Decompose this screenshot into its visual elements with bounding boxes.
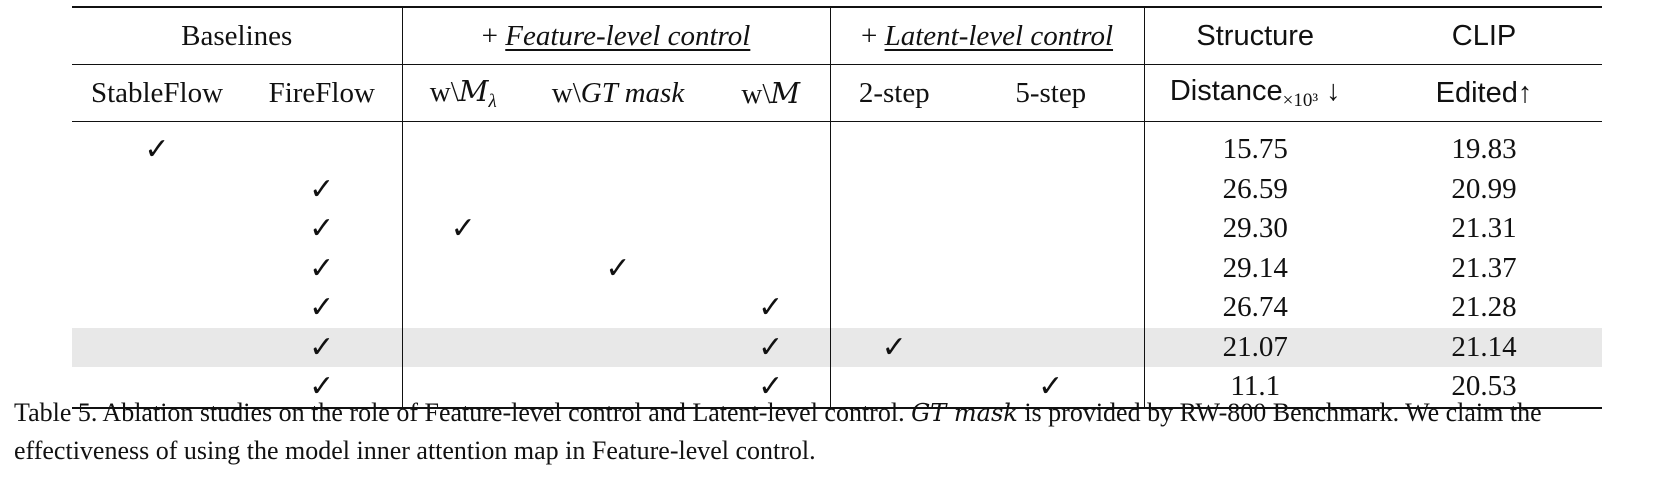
- cell-w-gt: [524, 170, 712, 210]
- cell-stableflow: [72, 288, 242, 328]
- cell-w-m: [712, 170, 830, 210]
- cell-two-step: [830, 209, 958, 249]
- ablation-table: [72, 6, 1602, 409]
- cell-w-gt: [524, 328, 712, 368]
- cell-five-step: [958, 288, 1144, 328]
- col-fireflow: FireFlow: [242, 65, 402, 122]
- col-w-gt-mask: w\GT mask: [524, 65, 712, 122]
- cell-w-gt: [524, 288, 712, 328]
- table-row: [72, 249, 1602, 289]
- cell-five-step: [958, 209, 1144, 249]
- header-feature-level-control: + Feature-level control: [402, 7, 830, 65]
- cell-distance: 21.07: [1144, 328, 1366, 368]
- table-row: [72, 130, 1602, 170]
- col-clip-edited: Edited↑: [1366, 65, 1602, 122]
- cell-w-gt: [524, 209, 712, 249]
- cell-stableflow: [72, 170, 242, 210]
- cell-w-m-lambda: [402, 249, 524, 289]
- cell-fireflow: ✓: [309, 211, 335, 247]
- cell-clip: 21.28: [1451, 291, 1517, 324]
- cell-fireflow: ✓: [242, 328, 402, 368]
- cell-w-gt: [524, 130, 712, 170]
- cell-five-step: ✓: [958, 367, 1144, 408]
- header-clip: CLIP: [1366, 7, 1602, 65]
- sub-header-row: [72, 65, 1602, 122]
- cell-clip: 21.31: [1451, 212, 1517, 245]
- table-caption: Table 5. Ablation studies on the role of Feature-level control and Latent-level control. GT mask is provided by RW-800 Benchmark. We claim the effectiveness of using the model inner attention map in Feature-level control.: [14, 398, 1542, 465]
- cell-w-m: [712, 209, 830, 249]
- cell-fireflow: ✓: [309, 171, 335, 207]
- cell-clip: 19.83: [1451, 133, 1517, 166]
- cell-clip: 20.99: [1451, 172, 1517, 205]
- cell-w-m-lambda: [402, 170, 524, 210]
- cell-clip: 21.37: [1451, 251, 1517, 284]
- cell-stableflow: [72, 328, 242, 368]
- cell-w-m: ✓: [712, 367, 830, 408]
- cell-distance: 11.1: [1144, 367, 1366, 408]
- spacer-row: [72, 122, 1602, 131]
- cell-fireflow: [242, 130, 402, 170]
- cell-distance: 29.14: [1144, 249, 1366, 289]
- cell-w-m-lambda: [402, 328, 524, 368]
- cell-fireflow: ✓: [309, 290, 335, 326]
- col-stableflow: StableFlow: [72, 65, 242, 122]
- table-body: [72, 130, 1602, 408]
- cell-five-step: [958, 328, 1144, 368]
- cell-fireflow: ✓: [309, 250, 335, 286]
- cell-distance: 26.74: [1144, 288, 1366, 328]
- cell-stableflow: [72, 249, 242, 289]
- cell-five-step: [958, 130, 1144, 170]
- cell-w-m-lambda: [402, 288, 524, 328]
- group-header-row: [72, 7, 1602, 65]
- cell-two-step: [830, 288, 958, 328]
- cell-stableflow: ✓: [144, 132, 170, 168]
- header-baselines: Baselines: [72, 7, 402, 65]
- cell-two-step: [830, 170, 958, 210]
- cell-w-m-lambda: ✓: [402, 209, 524, 249]
- cell-w-m: ✓: [712, 328, 830, 368]
- cell-w-m: ✓: [758, 290, 784, 326]
- col-w-m-lambda: $w\backslash M_\lambda$: [402, 65, 524, 122]
- col-5-step: 5-step: [958, 65, 1144, 122]
- cell-w-m: [712, 130, 830, 170]
- cell-five-step: [958, 249, 1144, 289]
- cell-distance: 29.30: [1144, 209, 1366, 249]
- cell-two-step: ✓: [830, 328, 958, 368]
- cell-w-m: [712, 249, 830, 289]
- cell-clip: 21.14: [1366, 328, 1602, 368]
- col-distance: Distance$_{\times 10^3}$ ↓: [1144, 65, 1366, 122]
- cell-two-step: [830, 249, 958, 289]
- header-structure: Structure: [1144, 7, 1366, 65]
- cell-fireflow: ✓: [242, 367, 402, 408]
- ablation-table-container: [72, 6, 1602, 409]
- cell-w-gt: ✓: [605, 250, 631, 286]
- table-row: [72, 170, 1602, 210]
- cell-distance: 26.59: [1144, 170, 1366, 210]
- cell-two-step: [830, 130, 958, 170]
- table-row: [72, 328, 1602, 368]
- col-w-m: w\M: [712, 65, 830, 122]
- table-row: [72, 288, 1602, 328]
- cell-five-step: [958, 170, 1144, 210]
- col-2-step: 2-step: [830, 65, 958, 122]
- header-latent-level-control: + Latent-level control: [830, 7, 1144, 65]
- cell-clip: 20.53: [1366, 367, 1602, 408]
- cell-stableflow: [72, 209, 242, 249]
- table-row: [72, 209, 1602, 249]
- cell-w-m-lambda: [402, 130, 524, 170]
- cell-distance: 15.75: [1144, 130, 1366, 170]
